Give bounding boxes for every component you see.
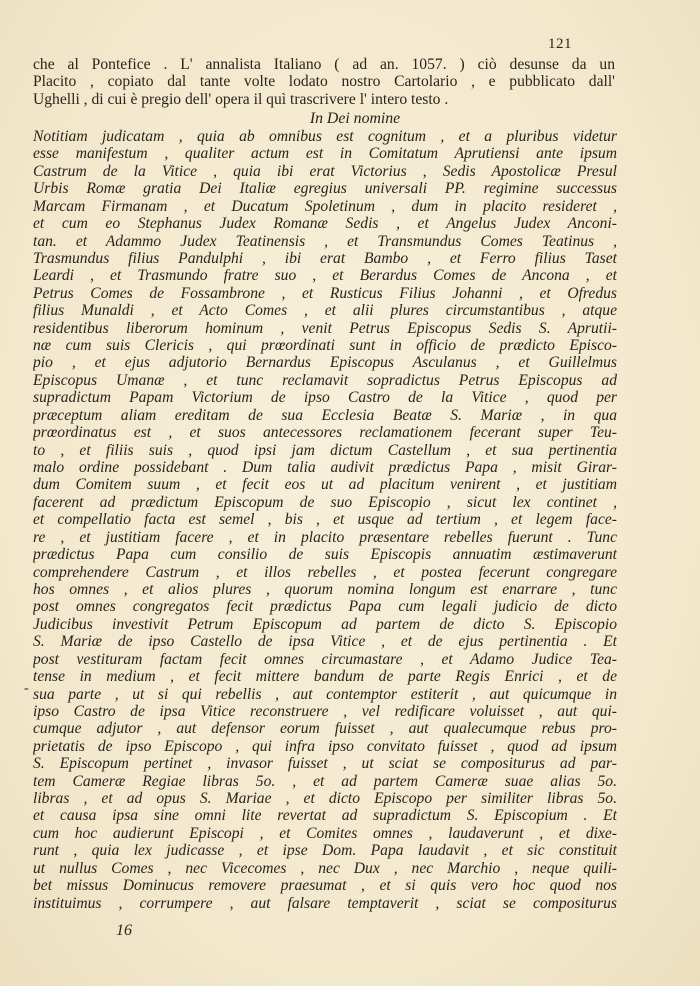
body-line: Castrum de la Vitice , quia ibi erat Victorius , Sedis Apostolicæ Presul: [33, 162, 617, 180]
body-line: filius Munaldi , et Acto Comes , et alii plures circumstantibus , atque: [33, 302, 617, 320]
body-line: hos omnes , et alios plures , quorum nomina longum est enarrare , tunc: [33, 580, 617, 598]
body-line: Petrus Comes de Fossambrone , et Rusticus Filius Johanni , et Ofredus: [33, 284, 617, 302]
body-line: Judicibus investivit Petrum Episcopum ad partem de dicto S. Episcopio: [33, 615, 617, 633]
body-line: bet missus Dominucus removere praesumat , et si quis vero hoc quod nos: [33, 877, 617, 895]
body-line: ipso Castro de ipsa Vitice reconstruere , vel redificare voluisset , aut qui-: [33, 702, 617, 720]
body-line: Leardi , et Trasmundo fratre suo , et Berardus Comes de Ancona , et: [33, 267, 617, 285]
body-line: post omnes congregatos fecit prædictus Papa cum legali judicio de dicto: [33, 598, 617, 616]
body-line: Urbis Romæ gratia Dei Italiæ egregius universali PP. regimine successus: [33, 180, 617, 198]
body-line: tan. et Adammo Judex Teatinensis , et Transmundus Comes Teatinus ,: [33, 232, 617, 250]
body-line: to , et filiis suis , quod ipsi jam dictum Castellum , et sua pertinentia: [33, 441, 617, 459]
intro-line: che al Pontefice . L' annalista Italiano ( ad an. 1057. ) ciò desunse da un: [33, 56, 615, 73]
body-line: prædictus Papa cum consilio de suis Episcopis annuatim æstimaverunt: [33, 546, 617, 564]
body-line: libras , et ad opus S. Mariae , et dicto Episcopo per similiter libras 5o.: [33, 790, 617, 808]
body-line: Episcopus Umanæ , et tunc reclamavit sopradictus Petrus Episcopus ad: [33, 371, 617, 389]
body-line: S. Episcopum pertinet , invasor fuisset , ut sciat se compositurus ad par-: [33, 755, 617, 773]
body-line: prœordinatus est , et suos antecessores reclamationem fecerant super Teu-: [33, 424, 617, 442]
body-line: sua parte , ut si qui rebellis , aut contemptor estiterit , aut quicumque in: [33, 685, 617, 703]
body-line: cum hoc audierunt Episcopi , et Comites omnes , laudaverunt , et dixe-: [33, 824, 617, 842]
signature-mark: 16: [116, 922, 132, 939]
body-line: post vestituram factam fecit omnes circumastare , et Adamo Judice Tea-: [33, 650, 617, 668]
body-line: Notitiam judicatam , quia ab omnibus est cognitum , et a pluribus videtur: [33, 128, 617, 145]
body-line: et cum eo Stephanus Judex Romanæ Sedis , et Angelus Judex Anconi-: [33, 215, 617, 233]
body-line: supradictum Papam Victorium de ipso Castro de la Vitice , quod per: [33, 389, 617, 407]
body-line: comprehendere Castrum , et illos rebelles , et postea fecerunt congregare: [33, 563, 617, 581]
body-line: tense in medium , et fecit mittere bandum de parte Regis Enrici , et de: [33, 668, 617, 686]
body-line: næ cum suis Clericis , qui prœordinati sunt in officio de prædicto Episco-: [33, 337, 617, 355]
body-line: pio , et ejus adjutorio Bernardus Episcopus Asculanus , et Guillelmus: [33, 354, 617, 372]
body-line: prietatis de ipso Episcopo , qui infra ipso convitato fuisset , quod ad ipsum: [33, 737, 617, 755]
body-line: et compellatio facta est semel , bis , et usque ad tertium , et legem face-: [33, 511, 617, 529]
body-line: residentibus liberorum hominum , venit Petrus Episcopus Sedis S. Aprutii-: [33, 319, 617, 337]
body-line: præceptum aliam ereditam de sua Ecclesia Beatæ S. Mariæ , in qua: [33, 406, 617, 424]
body-line: facerent ad prædictum Episcopum de suo Episcopio , sicut lex continet ,: [33, 493, 617, 511]
body-line: malo ordine possidebant . Dum talia audivit prædictus Papa , misit Girar-: [33, 459, 617, 477]
latin-body-text: [33, 128, 617, 912]
body-line: runt , quia lex judicasse , et ipse Dom. Papa laudavit , et sic constituit: [33, 842, 617, 860]
intro-line: Placito , copiato dal tante volte lodato nostro Cartolario , e pubblicato dall': [33, 73, 615, 91]
body-line: dum Comitem suum , et fecit eos ut ad placitum venirent , et justitiam: [33, 476, 617, 494]
document-heading: In Dei nomine: [309, 110, 401, 127]
intro-paragraph: [33, 56, 615, 108]
body-line: re , et justitiam facere , et in placito præsentare rebelles fuerunt . Tunc: [33, 528, 617, 546]
body-line: Trasmundus filius Pandulphi , ibi erat Bambo , et Ferro filius Taset: [33, 249, 617, 267]
body-line: tem Cameræ Regiae libras 5o. , et ad partem Cameræ suae alias 5o.: [33, 772, 617, 790]
body-line: S. Mariæ de ipso Castello de ipsa Vitice , et de ejus pertinentia . Et: [33, 633, 617, 651]
body-line: ut nullus Comes , nec Vicecomes , nec Dux , nec Marchio , neque quili-: [33, 859, 617, 877]
body-line: cumque adjutor , aut defensor eorum fuisset , aut qualecumque rebus pro-: [33, 720, 617, 738]
body-line: esse manifestum , qualiter actum est in Comitatum Aprutiensi ante ipsum: [33, 145, 617, 163]
body-line: Marcam Firmanam , et Ducatum Spoletinum , dum in placito resideret ,: [33, 197, 617, 215]
body-line: et causa ipsa sine omni lite revertat ad supradictum S. Episcopium . Et: [33, 807, 617, 825]
body-line: instituimus , corrumpere , aut falsare temptaverit , sciat se compositurus: [33, 894, 617, 912]
margin-mark: -: [24, 681, 29, 696]
intro-line: Ughelli , di cui è pregio dell' opera il quì trascrivere l' intero testo .: [33, 90, 449, 108]
page-number: 121: [548, 36, 572, 52]
